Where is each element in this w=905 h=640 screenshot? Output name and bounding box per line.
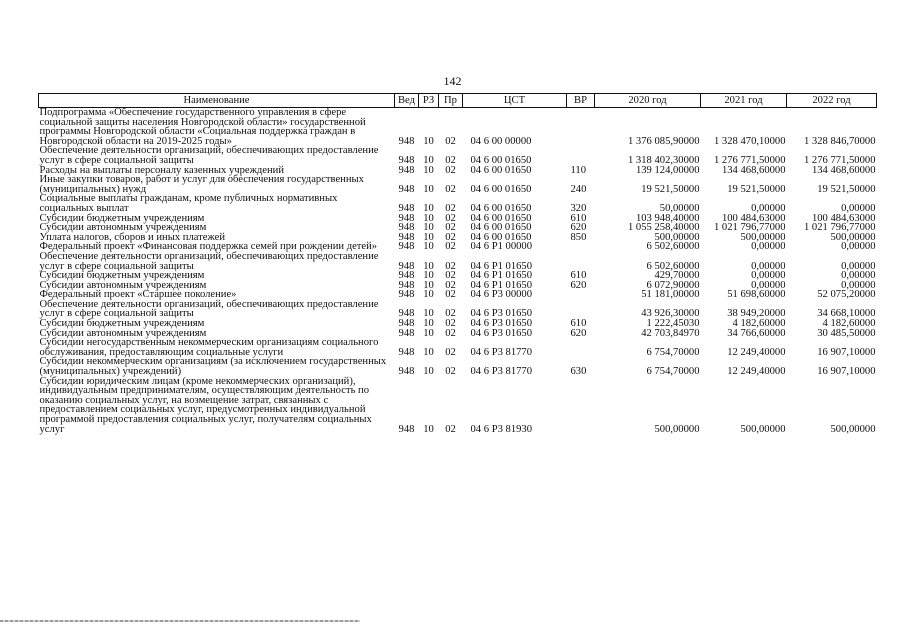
cell-y2022: 16 907,10000	[817, 366, 876, 378]
cell-y2020: 1 055 258,40000	[627, 222, 700, 234]
cell-pr: 02	[445, 135, 456, 147]
cell-y2021: 0,00000	[751, 241, 786, 253]
cell-name: Субсидии бюджетным учреждениям	[39, 212, 205, 224]
cell-name: Подпрограмма «Обеспечение государственного управления в сфере социальной защиты населения Новгородской области» государственной программы Новгородской области «Социальная поддержка граждан в Новгородской области на 2019-2025 годы»	[39, 107, 366, 147]
cell-vr: 610	[570, 318, 587, 330]
cell-y2021: 12 249,40000	[727, 346, 786, 358]
cell-y2022: 1 328 846,70000	[803, 135, 876, 147]
column-header-vr: ВР	[567, 94, 595, 108]
cell-y2021: 500,00000	[740, 231, 786, 243]
table-row	[39, 175, 877, 194]
cell-y2020: 50,00000	[659, 202, 700, 214]
cell-ved: 948	[398, 154, 415, 166]
cell-vr	[567, 252, 595, 271]
cell-y2020: 1 318 402,30000	[627, 154, 700, 166]
cell-rz: 10	[423, 241, 434, 253]
cell-vr: 850	[570, 231, 587, 243]
cell-ved: 948	[398, 135, 415, 147]
cell-pr: 02	[445, 308, 456, 320]
column-header-cst: ЦСТ	[463, 94, 567, 108]
cell-vr: 620	[570, 279, 587, 291]
cell-pr: 02	[445, 231, 456, 243]
cell-pr: 02	[445, 164, 456, 176]
cell-ved: 948	[398, 164, 415, 176]
cell-y2020: 500,00000	[654, 423, 700, 435]
cell-rz: 10	[423, 164, 434, 176]
column-header-2022: 2022 год	[787, 94, 877, 108]
cell-y2020: 42 703,84970	[641, 327, 700, 339]
column-header-2020: 2020 год	[595, 94, 701, 108]
cell-y2021: 500,00000	[740, 423, 786, 435]
cell-y2022: 134 468,60000	[811, 164, 876, 176]
table-row	[39, 146, 877, 165]
cell-y2022: 4 182,60000	[822, 318, 876, 330]
cell-y2021: 4 182,60000	[732, 318, 786, 330]
cell-rz: 10	[423, 327, 434, 339]
cell-pr: 02	[445, 279, 456, 291]
cell-y2022: 16 907,10000	[817, 346, 876, 358]
cell-pr: 02	[445, 327, 456, 339]
cell-ved: 948	[398, 327, 415, 339]
cell-rz: 10	[423, 202, 434, 214]
cell-vr: 630	[570, 366, 587, 378]
cell-ved: 948	[398, 366, 415, 378]
table-row	[39, 108, 877, 147]
cell-y2020: 6 502,60000	[646, 241, 700, 253]
cell-name: Федеральный проект «Старшее поколение»	[39, 289, 237, 301]
cell-vr	[567, 338, 595, 357]
cell-name: Субсидии юридическим лицам (кроме некоммерческих организаций), индивидуальным предпринимателям, осуществляющим деятельность по оказанию социальных услуг, на возмещение затрат, связанных с предоставлением социальных услуг, предусмотренных индивидуальной программой предоставления социальных услуг, получателям социальных услуг	[39, 375, 372, 435]
cell-y2020: 6 502,60000	[646, 260, 700, 272]
cell-pr: 02	[445, 289, 456, 301]
cell-name: Федеральный проект «Финансовая поддержка семей при рождении детей»	[39, 241, 378, 253]
cell-vr: 610	[570, 212, 587, 224]
cell-y2022: 100 484,63000	[811, 212, 876, 224]
table-header	[39, 94, 877, 108]
cell-y2021: 1 328 470,10000	[713, 135, 786, 147]
cell-name: Субсидии бюджетным учреждениям	[39, 270, 205, 282]
cell-pr: 02	[445, 202, 456, 214]
column-header-name: Наименование	[39, 94, 395, 108]
column-header-2021: 2021 год	[701, 94, 787, 108]
cell-cst: 04 6 P3 81770	[470, 366, 533, 378]
cell-y2020: 1 376 085,90000	[627, 135, 700, 147]
cell-y2020: 43 926,30000	[641, 308, 700, 320]
cell-cst: 04 6 P3 01650	[470, 327, 533, 339]
cell-rz: 10	[423, 308, 434, 320]
cell-ved: 948	[398, 241, 415, 253]
cell-pr: 02	[445, 183, 456, 195]
cell-ved: 948	[398, 260, 415, 272]
cell-ved: 948	[398, 183, 415, 195]
cell-vr	[567, 108, 595, 147]
cell-y2021: 12 249,40000	[727, 366, 786, 378]
cell-name: Субсидии негосударственным некоммерческим организациям социального обслуживания, предоставляющим социальные услуги	[39, 337, 379, 358]
page-number: 142	[443, 74, 462, 88]
cell-name: Расходы на выплаты персоналу казенных учреждений	[39, 164, 284, 176]
cell-rz: 10	[423, 270, 434, 282]
cell-y2022: 30 485,50000	[817, 327, 876, 339]
cell-y2021: 34 766,60000	[727, 327, 786, 339]
cell-y2020: 500,00000	[654, 231, 700, 243]
cell-name: Уплата налогов, сборов и иных платежей	[39, 231, 226, 243]
cell-vr	[567, 377, 595, 435]
cell-rz: 10	[423, 135, 434, 147]
cell-y2020: 103 948,40000	[635, 212, 700, 224]
cell-rz: 10	[423, 183, 434, 195]
cell-vr: 620	[570, 222, 587, 234]
cell-y2020: 6 754,70000	[646, 366, 700, 378]
cell-name: Иные закупки товаров, работ и услуг для обеспечения государственных (муниципальных) нужд	[39, 174, 364, 195]
cell-y2022: 1 276 771,50000	[803, 154, 876, 166]
cell-pr: 02	[445, 346, 456, 358]
cell-vr: 610	[570, 270, 587, 282]
cell-y2022: 34 668,10000	[817, 308, 876, 320]
cell-ved: 948	[398, 222, 415, 234]
column-header-pr: Пр	[439, 94, 463, 108]
cell-cst: 04 6 P3 81930	[470, 423, 533, 435]
table-body	[39, 108, 877, 435]
cell-y2021: 19 521,50000	[727, 183, 786, 195]
cell-ved: 948	[398, 231, 415, 243]
cell-pr: 02	[445, 260, 456, 272]
cell-ved: 948	[398, 270, 415, 282]
cell-ved: 948	[398, 318, 415, 330]
cell-y2022: 0,00000	[841, 270, 876, 282]
table-row	[39, 252, 877, 271]
cell-y2022: 1 021 796,77000	[803, 222, 876, 234]
cell-name: Обеспечение деятельности организаций, обеспечивающих предоставление услуг в сфере социальной защиты	[39, 298, 379, 320]
cell-cst: 04 6 P3 01650	[470, 308, 533, 320]
cell-vr: 620	[570, 327, 587, 339]
cell-cst: 04 6 00 01650	[470, 164, 532, 176]
cell-pr: 02	[445, 366, 456, 378]
cell-pr: 02	[445, 241, 456, 253]
cell-rz: 10	[423, 222, 434, 234]
cell-y2020: 51 181,00000	[641, 289, 700, 301]
cell-ved: 948	[398, 423, 415, 435]
table-row	[39, 194, 877, 213]
cell-y2021: 0,00000	[751, 270, 786, 282]
cell-cst: 04 6 P3 00000	[470, 289, 533, 301]
table-row	[39, 300, 877, 319]
cell-cst: 04 6 00 01650	[470, 222, 532, 234]
cell-name: Обеспечение деятельности организаций, обеспечивающих предоставление услуг в сфере социальной защиты	[39, 145, 379, 166]
cell-ved: 948	[398, 279, 415, 291]
cell-name: Социальные выплаты гражданам, кроме публичных нормативных социальных выплат	[39, 193, 338, 214]
cell-rz: 10	[423, 346, 434, 358]
cell-vr	[567, 146, 595, 165]
cell-cst: 04 6 00 01650	[470, 202, 532, 214]
cell-y2021: 1 276 771,50000	[713, 154, 786, 166]
cell-ved: 948	[398, 202, 415, 214]
cell-y2021: 0,00000	[751, 260, 786, 272]
cell-rz: 10	[423, 318, 434, 330]
cell-rz: 10	[423, 423, 434, 435]
cell-rz: 10	[423, 231, 434, 243]
footer-rule	[0, 620, 360, 622]
cell-cst: 04 6 P1 00000	[470, 241, 533, 253]
cell-y2021: 0,00000	[751, 279, 786, 291]
cell-y2021: 100 484,63000	[721, 212, 786, 224]
cell-vr	[567, 300, 595, 319]
cell-cst: 04 6 00 01650	[470, 154, 532, 166]
cell-ved: 948	[398, 346, 415, 358]
cell-name: Обеспечение деятельности организаций, обеспечивающих предоставление услуг в сфере социальной защиты	[39, 250, 379, 272]
cell-y2021: 1 021 796,77000	[713, 222, 786, 234]
cell-cst: 04 6 P3 01650	[470, 318, 533, 330]
cell-pr: 02	[445, 270, 456, 282]
cell-name: Субсидии автономным учреждениям	[39, 327, 207, 339]
cell-y2022: 0,00000	[841, 202, 876, 214]
cell-cst: 04 6 00 01650	[470, 231, 532, 243]
cell-cst: 04 6 00 00000	[470, 135, 532, 147]
cell-y2022: 19 521,50000	[817, 183, 876, 195]
table-row	[39, 357, 877, 376]
cell-vr	[567, 242, 595, 252]
cell-y2021: 51 698,60000	[727, 289, 786, 301]
column-header-rz: РЗ	[419, 94, 439, 108]
table-row	[39, 377, 877, 435]
cell-cst: 04 6 P1 01650	[470, 279, 533, 291]
cell-y2022: 52 075,20000	[817, 289, 876, 301]
cell-vr: 320	[570, 202, 587, 214]
cell-y2020: 6 072,90000	[646, 279, 700, 291]
cell-y2022: 500,00000	[830, 231, 876, 243]
cell-rz: 10	[423, 289, 434, 301]
cell-vr: 110	[570, 164, 586, 176]
cell-y2022: 0,00000	[841, 260, 876, 272]
cell-name: Субсидии автономным учреждениям	[39, 222, 207, 234]
cell-y2021: 0,00000	[751, 202, 786, 214]
cell-rz: 10	[423, 260, 434, 272]
cell-y2021: 134 468,60000	[721, 164, 786, 176]
cell-y2022: 0,00000	[841, 241, 876, 253]
cell-y2022: 0,00000	[841, 279, 876, 291]
cell-cst: 04 6 P3 81770	[470, 346, 533, 358]
cell-ved: 948	[398, 308, 415, 320]
cell-y2021: 38 949,20000	[727, 308, 786, 320]
table-row	[39, 338, 877, 357]
cell-rz: 10	[423, 212, 434, 224]
cell-y2022: 500,00000	[830, 423, 876, 435]
cell-y2020: 1 222,45030	[646, 318, 700, 330]
cell-vr	[567, 290, 595, 300]
cell-ved: 948	[398, 212, 415, 224]
cell-cst: 04 6 P1 01650	[470, 260, 533, 272]
cell-vr: 240	[570, 183, 587, 195]
cell-y2020: 139 124,00000	[635, 164, 700, 176]
cell-y2020: 19 521,50000	[641, 183, 700, 195]
column-header-ved: Вед	[395, 94, 419, 108]
cell-pr: 02	[445, 222, 456, 234]
cell-y2020: 6 754,70000	[646, 346, 700, 358]
cell-cst: 04 6 00 01650	[470, 183, 532, 195]
cell-rz: 10	[423, 366, 434, 378]
cell-name: Субсидии автономным учреждениям	[39, 279, 207, 291]
cell-ved: 948	[398, 289, 415, 301]
cell-rz: 10	[423, 154, 434, 166]
cell-pr: 02	[445, 318, 456, 330]
cell-pr: 02	[445, 423, 456, 435]
budget-table	[38, 93, 877, 434]
cell-name: Субсидии некоммерческим организациям (за исключением государственных (муниципальных) учреждений)	[39, 356, 387, 378]
cell-pr: 02	[445, 154, 456, 166]
cell-name: Субсидии бюджетным учреждениям	[39, 318, 205, 330]
cell-pr: 02	[445, 212, 456, 224]
cell-y2020: 429,70000	[654, 270, 700, 282]
cell-cst: 04 6 P1 01650	[470, 270, 533, 282]
cell-rz: 10	[423, 279, 434, 291]
cell-cst: 04 6 00 01650	[470, 212, 532, 224]
